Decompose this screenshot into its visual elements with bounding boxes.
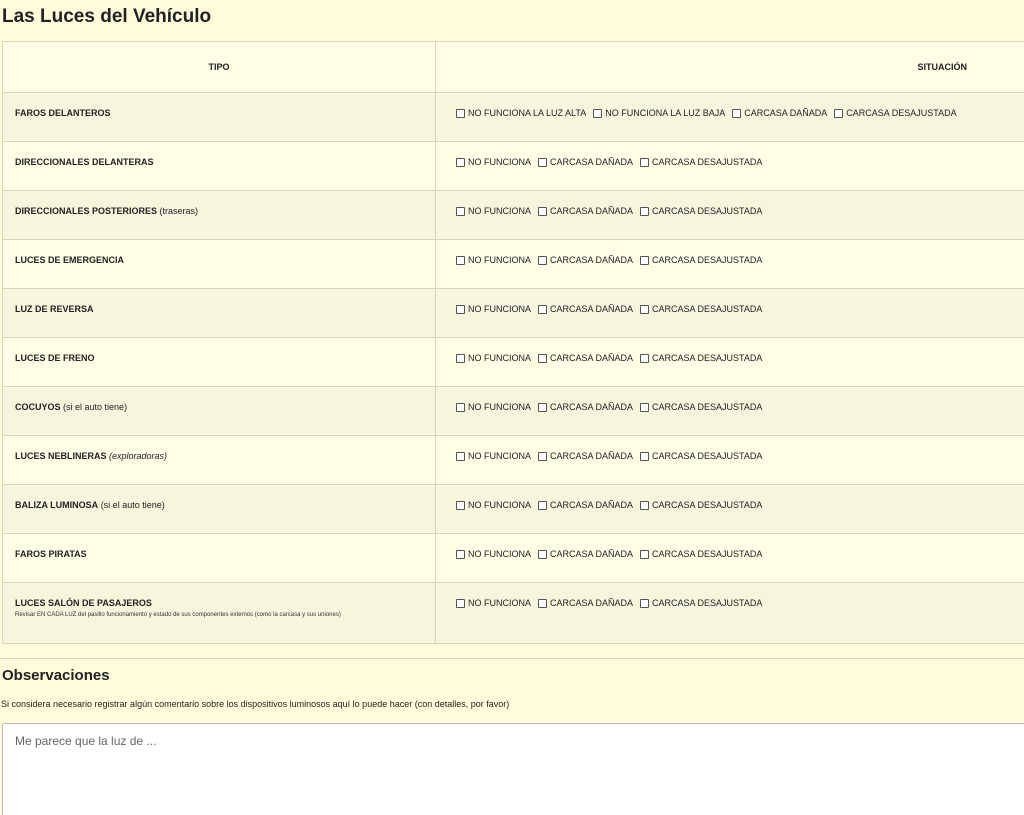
situacion-checkbox[interactable] — [456, 109, 465, 118]
situacion-option-label: CARCASA DESAJUSTADA — [652, 353, 763, 363]
situacion-option-label: CARCASA DESAJUSTADA — [652, 304, 763, 314]
situacion-option-label: CARCASA DESAJUSTADA — [652, 255, 763, 265]
situacion-cell — [436, 289, 1024, 338]
situacion-checkbox[interactable] — [456, 550, 465, 559]
tipo-cell — [3, 93, 436, 142]
situacion-option[interactable] — [834, 108, 956, 119]
light-type-instructions: Revisar EN CADA LUZ del pasillo funcionamiento y estado de sus componentes externos (como la carcasa y sus uniones) — [15, 612, 341, 618]
situacion-option[interactable] — [640, 255, 762, 266]
situacion-checkbox[interactable] — [538, 207, 547, 216]
situacion-cell — [436, 338, 1024, 387]
situacion-option-label: NO FUNCIONA — [468, 157, 531, 167]
situacion-option-label: CARCASA DAÑADA — [550, 549, 634, 559]
light-type-name: LUZ DE REVERSA — [15, 304, 94, 314]
light-type-note: (exploradoras) — [109, 451, 168, 461]
situacion-checkbox[interactable] — [640, 207, 649, 216]
tipo-cell — [3, 485, 436, 534]
situacion-checkbox[interactable] — [538, 256, 547, 265]
situacion-option[interactable] — [538, 549, 633, 560]
header-situacion: SITUACIÓN — [436, 42, 1024, 93]
situacion-option-label: CARCASA DESAJUSTADA — [652, 402, 763, 412]
situacion-checkbox[interactable] — [538, 403, 547, 412]
light-type-note: (si el auto tiene) — [100, 500, 165, 510]
situacion-checkbox[interactable] — [538, 550, 547, 559]
situacion-cell — [436, 93, 1024, 142]
situacion-option-label: NO FUNCIONA LA LUZ BAJA — [605, 108, 726, 118]
situacion-option-label: NO FUNCIONA — [468, 598, 531, 608]
situacion-checkbox[interactable] — [593, 109, 602, 118]
table-row — [3, 387, 1024, 436]
situacion-option-label: CARCASA DAÑADA — [550, 598, 634, 608]
situacion-checkbox[interactable] — [538, 158, 547, 167]
light-type-name: DIRECCIONALES DELANTERAS — [15, 157, 154, 167]
light-type-name: LUCES DE EMERGENCIA — [15, 255, 125, 265]
light-type-name: LUCES SALÓN DE PASAJEROS — [15, 598, 152, 608]
situacion-option[interactable] — [640, 206, 762, 217]
table-row — [3, 485, 1024, 534]
tipo-cell — [3, 289, 436, 338]
observaciones-textarea[interactable]: Me parece que la luz de ... — [2, 723, 1024, 815]
situacion-checkbox[interactable] — [456, 452, 465, 461]
situacion-option-label: NO FUNCIONA — [468, 500, 531, 510]
situacion-option[interactable] — [640, 500, 762, 511]
table-row — [3, 93, 1024, 142]
tipo-cell — [3, 240, 436, 289]
situacion-cell — [436, 191, 1024, 240]
situacion-checkbox[interactable] — [456, 256, 465, 265]
situacion-checkbox[interactable] — [538, 501, 547, 510]
situacion-checkbox[interactable] — [640, 305, 649, 314]
situacion-option-label: NO FUNCIONA LA LUZ ALTA — [468, 108, 587, 118]
tipo-cell — [3, 142, 436, 191]
situacion-option-label: CARCASA DESAJUSTADA — [652, 157, 763, 167]
tipo-cell — [3, 191, 436, 240]
situacion-checkbox[interactable] — [640, 158, 649, 167]
situacion-option[interactable] — [456, 255, 531, 266]
situacion-option[interactable] — [456, 402, 531, 413]
situacion-option[interactable] — [640, 451, 762, 462]
tipo-cell — [3, 436, 436, 485]
situacion-checkbox[interactable] — [538, 354, 547, 363]
table-row — [3, 436, 1024, 485]
situacion-option-label: CARCASA DAÑADA — [550, 500, 634, 510]
situacion-option-label: NO FUNCIONA — [468, 304, 531, 314]
light-type-name: BALIZA LUMINOSA — [15, 500, 99, 510]
situacion-checkbox[interactable] — [640, 501, 649, 510]
situacion-option-label: NO FUNCIONA — [468, 255, 531, 265]
tipo-cell — [3, 583, 436, 644]
table-row — [3, 142, 1024, 191]
tipo-cell — [3, 338, 436, 387]
situacion-option-label: CARCASA DESAJUSTADA — [652, 598, 763, 608]
situacion-option[interactable] — [538, 304, 633, 315]
situacion-option-label: CARCASA DAÑADA — [550, 304, 634, 314]
situacion-checkbox[interactable] — [732, 109, 741, 118]
situacion-option-label: CARCASA DAÑADA — [744, 108, 828, 118]
situacion-option-label: CARCASA DAÑADA — [550, 157, 634, 167]
situacion-checkbox[interactable] — [538, 599, 547, 608]
tipo-cell — [3, 534, 436, 583]
situacion-option[interactable] — [538, 451, 633, 462]
situacion-option[interactable] — [456, 549, 531, 560]
light-type-name: LUCES DE FRENO — [15, 353, 95, 363]
situacion-option-label: NO FUNCIONA — [468, 402, 531, 412]
situacion-checkbox[interactable] — [640, 354, 649, 363]
situacion-cell — [436, 387, 1024, 436]
section-title: Las Luces del Vehículo — [2, 6, 212, 27]
situacion-checkbox[interactable] — [834, 109, 843, 118]
situacion-cell — [436, 142, 1024, 191]
situacion-checkbox[interactable] — [456, 158, 465, 167]
situacion-option[interactable] — [456, 206, 531, 217]
situacion-option-label: CARCASA DAÑADA — [550, 451, 634, 461]
situacion-option[interactable] — [640, 157, 762, 168]
situacion-option[interactable] — [640, 353, 762, 364]
situacion-option[interactable] — [538, 157, 633, 168]
situacion-option-label: NO FUNCIONA — [468, 549, 531, 559]
situacion-checkbox[interactable] — [538, 452, 547, 461]
situacion-checkbox[interactable] — [456, 403, 465, 412]
situacion-option[interactable] — [538, 255, 633, 266]
light-type-name: FAROS PIRATAS — [15, 549, 87, 559]
situacion-option[interactable] — [640, 402, 762, 413]
situacion-checkbox[interactable] — [456, 501, 465, 510]
table-row — [3, 534, 1024, 583]
light-type-note: (si el auto tiene) — [63, 402, 128, 412]
situacion-option[interactable] — [456, 598, 531, 609]
situacion-option-label: CARCASA DESAJUSTADA — [652, 549, 763, 559]
situacion-checkbox[interactable] — [640, 550, 649, 559]
situacion-option[interactable] — [538, 402, 633, 413]
situacion-option-label: NO FUNCIONA — [468, 353, 531, 363]
situacion-option-label: CARCASA DESAJUSTADA — [652, 500, 763, 510]
situacion-checkbox[interactable] — [456, 305, 465, 314]
situacion-option-label: CARCASA DAÑADA — [550, 353, 634, 363]
situacion-cell — [436, 534, 1024, 583]
situacion-checkbox[interactable] — [456, 207, 465, 216]
situacion-cell — [436, 485, 1024, 534]
situacion-cell — [436, 436, 1024, 485]
table-row — [3, 338, 1024, 387]
light-type-name: FAROS DELANTEROS — [15, 108, 111, 118]
situacion-option[interactable] — [640, 304, 762, 315]
observaciones-title: Observaciones — [2, 667, 110, 684]
situacion-option-label: CARCASA DAÑADA — [550, 255, 634, 265]
situacion-option[interactable] — [732, 108, 827, 119]
header-tipo: TIPO — [3, 42, 436, 93]
light-type-name: DIRECCIONALES POSTERIORES — [15, 206, 158, 216]
situacion-checkbox[interactable] — [456, 354, 465, 363]
situacion-option[interactable] — [640, 549, 762, 560]
situacion-checkbox[interactable] — [640, 256, 649, 265]
table-row — [3, 583, 1024, 644]
situacion-checkbox[interactable] — [640, 403, 649, 412]
situacion-option[interactable] — [640, 598, 762, 609]
light-type-name: LUCES NEBLINERAS — [15, 451, 107, 461]
tipo-cell — [3, 387, 436, 436]
situacion-option[interactable] — [538, 206, 633, 217]
situacion-option[interactable] — [456, 451, 531, 462]
table-header-row — [3, 42, 1024, 93]
situacion-option-label: CARCASA DESAJUSTADA — [652, 451, 763, 461]
situacion-cell — [436, 583, 1024, 644]
table-row — [3, 240, 1024, 289]
situacion-option[interactable] — [456, 304, 531, 315]
table-row — [3, 289, 1024, 338]
situacion-checkbox[interactable] — [640, 452, 649, 461]
situacion-option[interactable] — [456, 500, 531, 511]
table-row — [3, 191, 1024, 240]
situacion-option-label: CARCASA DESAJUSTADA — [846, 108, 957, 118]
situacion-option-label: NO FUNCIONA — [468, 451, 531, 461]
situacion-option[interactable] — [538, 598, 633, 609]
situacion-cell — [436, 240, 1024, 289]
situacion-option-label: CARCASA DESAJUSTADA — [652, 206, 763, 216]
situacion-option[interactable] — [538, 353, 633, 364]
situacion-option[interactable] — [456, 353, 531, 364]
situacion-option-label: NO FUNCIONA — [468, 206, 531, 216]
section-divider — [0, 658, 1024, 659]
situacion-option[interactable] — [456, 157, 531, 168]
situacion-option[interactable] — [538, 500, 633, 511]
lights-table-body — [3, 93, 1024, 644]
light-type-name: COCUYOS — [15, 402, 61, 412]
situacion-checkbox[interactable] — [640, 599, 649, 608]
situacion-option[interactable] — [593, 108, 725, 119]
situacion-option-label: CARCASA DAÑADA — [550, 402, 634, 412]
situacion-checkbox[interactable] — [538, 305, 547, 314]
light-type-note: (traseras) — [159, 206, 199, 216]
observaciones-hint: Si considera necesario registrar algún comentario sobre los dispositivos luminosos aquí lo puede hacer (con detalles, por favor) — [1, 699, 510, 709]
situacion-option[interactable] — [456, 108, 586, 119]
situacion-checkbox[interactable] — [456, 599, 465, 608]
lights-table — [2, 41, 1024, 644]
situacion-option-label: CARCASA DAÑADA — [550, 206, 634, 216]
